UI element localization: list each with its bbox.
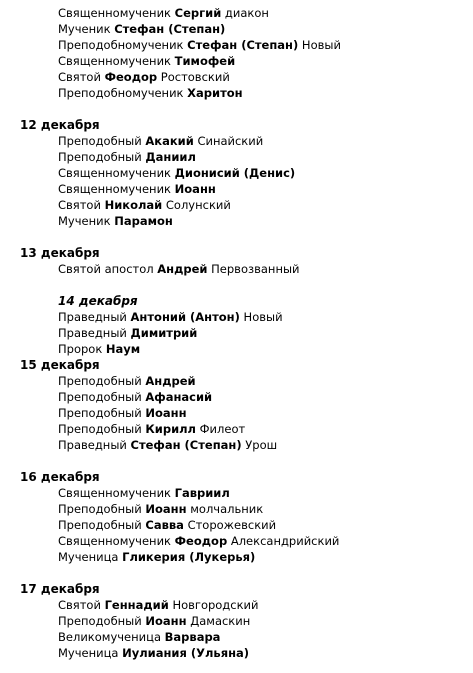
saint-name: Иоанн (174, 182, 216, 196)
saint-entry (58, 437, 277, 453)
saint-entry (58, 373, 196, 389)
saint-name: Димитрий (130, 326, 198, 340)
saint-entry (58, 485, 230, 501)
saint-name: Стефан (Степан) (187, 38, 299, 52)
saint-epithet: Солунский (165, 198, 231, 212)
saint-title: Мученик (58, 214, 111, 228)
saint-title: Преподобный (58, 614, 142, 628)
saint-title: Преподобный (58, 422, 142, 436)
date-heading: 15 декабря (20, 358, 100, 372)
saint-name: Феодор (104, 70, 158, 84)
saint-entry (58, 53, 235, 69)
saint-name: Гликерия (Лукерья) (122, 550, 256, 564)
saint-name: Савва (145, 518, 184, 532)
saint-name: Афанасий (145, 390, 213, 404)
saint-epithet: Александрийский (230, 534, 340, 548)
saint-entry (58, 517, 276, 533)
saint-title: Преподобный (58, 390, 142, 404)
saint-name: Андрей (157, 262, 208, 276)
saint-name: Иоанн (145, 614, 187, 628)
saint-name: Николай (104, 198, 163, 212)
saint-title: Священномученик (58, 486, 171, 500)
saint-entry (58, 37, 341, 53)
saint-entry (58, 69, 230, 85)
saint-entry (58, 405, 187, 421)
saint-entry (58, 629, 220, 645)
saint-title: Преподобный (58, 518, 142, 532)
saint-name: Антоний (Антон) (130, 310, 240, 324)
saint-title: Священномученик (58, 166, 171, 180)
saint-epithet: Синайский (197, 134, 264, 148)
saint-title: Преподобный (58, 134, 142, 148)
saint-epithet: Первозванный (211, 262, 300, 276)
saint-title: Великомученица (58, 630, 161, 644)
saint-name: Гавриил (174, 486, 230, 500)
saint-title: Святой (58, 198, 101, 212)
date-heading: 16 декабря (20, 470, 100, 484)
saint-title: Мученица (58, 550, 119, 564)
saint-entry (58, 149, 196, 165)
saint-entry (58, 133, 263, 149)
saint-epithet: Дамаскин (190, 614, 251, 628)
saint-entry (58, 533, 339, 549)
saint-title: Священномученик (58, 6, 171, 20)
saint-title: Священномученик (58, 534, 171, 548)
saint-title: Священномученик (58, 54, 171, 68)
saint-entry (58, 197, 231, 213)
date-heading: 14 декабря (58, 294, 138, 308)
saint-name: Иоанн (145, 502, 187, 516)
saint-title: Праведный (58, 326, 127, 340)
saint-name: Феодор (174, 534, 228, 548)
saint-name: Стефан (Степан) (114, 22, 226, 36)
saint-entry (58, 325, 197, 341)
saint-entry (58, 389, 212, 405)
saint-name: Сергий (174, 6, 222, 20)
saint-title: Преподобный (58, 502, 142, 516)
saint-entry (58, 341, 140, 357)
saint-title: Мученик (58, 22, 111, 36)
saint-entry (58, 501, 263, 517)
saint-entry (58, 5, 269, 21)
saint-entry (58, 213, 173, 229)
saint-title: Мученица (58, 646, 119, 660)
saint-epithet: Сторожевский (187, 518, 277, 532)
saint-entry (58, 421, 245, 437)
saint-entry (58, 309, 283, 325)
saint-name: Иулиания (Ульяна) (122, 646, 250, 660)
saint-name: Тимофей (174, 54, 236, 68)
saint-entry (58, 85, 243, 101)
saint-epithet: молчальник (190, 502, 264, 516)
saint-epithet: Урош (245, 438, 278, 452)
saint-title: Святой апостол (58, 262, 154, 276)
saint-epithet: Ростовский (160, 70, 230, 84)
saint-name: Дионисий (Денис) (174, 166, 296, 180)
saint-name: Акакий (145, 134, 194, 148)
saint-title: Пророк (58, 342, 103, 356)
saint-epithet: Новый (243, 310, 283, 324)
date-heading: 13 декабря (20, 246, 100, 260)
date-heading: 17 декабря (20, 582, 100, 596)
saint-entry (58, 549, 255, 565)
saint-title: Преподобномученик (58, 86, 184, 100)
saint-title: Святой (58, 70, 101, 84)
saint-name: Харитон (187, 86, 243, 100)
saint-entry (58, 645, 249, 661)
saint-title: Священномученик (58, 182, 171, 196)
saint-entry (58, 261, 300, 277)
saint-epithet: Новый (301, 38, 341, 52)
saint-title: Преподобный (58, 150, 142, 164)
saint-title: Преподобномученик (58, 38, 184, 52)
saint-name: Даниил (145, 150, 196, 164)
saint-name: Кирилл (145, 422, 196, 436)
saint-title: Преподобный (58, 374, 142, 388)
saint-title: Праведный (58, 438, 127, 452)
saint-entry (58, 165, 295, 181)
saint-name: Парамон (114, 214, 173, 228)
saint-name: Наум (105, 342, 141, 356)
saint-title: Преподобный (58, 406, 142, 420)
saint-entry (58, 181, 216, 197)
saint-entry (58, 613, 250, 629)
saint-name: Геннадий (104, 598, 169, 612)
saint-entry (58, 21, 225, 37)
saint-name: Андрей (145, 374, 196, 388)
saint-epithet: диакон (224, 6, 269, 20)
saint-name: Иоанн (145, 406, 187, 420)
saint-epithet: Новгородский (172, 598, 259, 612)
date-heading: 12 декабря (20, 118, 100, 132)
saint-entry (58, 597, 258, 613)
saint-name: Стефан (Степан) (130, 438, 242, 452)
saint-name: Варвара (164, 630, 221, 644)
saint-title: Святой (58, 598, 101, 612)
saint-title: Праведный (58, 310, 127, 324)
saint-epithet: Филеот (199, 422, 246, 436)
